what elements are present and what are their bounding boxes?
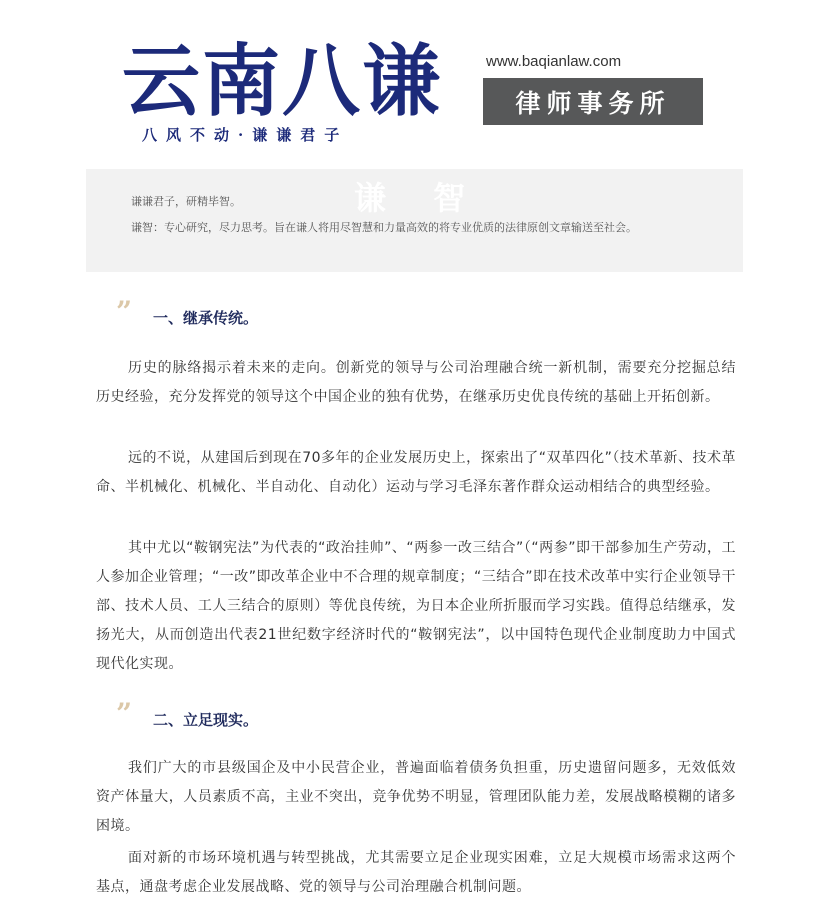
paragraph: 我们广大的市县级国企及中小民营企业，普遍面临着债务负担重，历史遗留问题多，无效低效资产体量大，人员素质不高，主业不突出，竞争优势不明显，管理团队能力差，发展战略模糊的诸多困境。	[96, 760, 736, 834]
paragraph: 面对新的市场环境机遇与转型挑战，尤其需要立足企业现实困难，立足大规模市场需求这两个基点，通盘考虑企业发展战略、党的领导与公司治理融合机制问题。	[96, 850, 736, 895]
section-title: 二、立足现实。	[153, 711, 259, 729]
quote-mark-icon: ”	[116, 295, 133, 328]
paragraph: 远的不说，从建国后到现在70多年的企业发展历史上，探索出了“双革四化”（技术革新、技术革命、半机械化、机械化、半自动化、自动化）运动与学习毛泽东著作群众运动相结合的典型经验。	[96, 450, 736, 495]
firm-label: 律师事务所	[515, 88, 671, 118]
firm-label-box	[483, 78, 703, 125]
logo-slogan: 八风不动·谦谦君子	[142, 126, 349, 144]
paragraph: 其中尤以“鞍钢宪法”为代表的“政治挂帅”、“两参一改三结合”（“两参”即干部参加生产劳动，工人参加企业管理；“一改”即改革企业中不合理的规章制度；“三结合”即在技术改革中实行企业领导干部、技术人员、工人三结合的原则）等优良传统，为日本企业所折服而学习实践。值得总结继承，发扬光大，从而创造出代表21世纪数字经济时代的“鞍钢宪法”，以中国特色现代企业制度助力中国式现代化实现。	[96, 540, 737, 672]
logo-title: 云南八谦	[122, 36, 443, 127]
quote-mark-icon: ”	[116, 697, 133, 730]
website-url: www.baqianlaw.com	[486, 53, 622, 70]
intro-watermark: 谦 智	[354, 179, 484, 217]
intro-box	[86, 169, 743, 272]
paragraph: 历史的脉络揭示着未来的走向。创新党的领导与公司治理融合统一新机制，需要充分挖掘总结历史经验，充分发挥党的领导这个中国企业的独有优势，在继承历史优良传统的基础上开拓创新。	[96, 360, 736, 405]
section-title: 一、继承传统。	[153, 309, 259, 327]
intro-line-1: 谦谦君子，研精毕智。	[131, 195, 241, 208]
header	[0, 0, 829, 160]
intro-line-2: 谦智：专心研究，尽力思考。旨在谦人将用尽智慧和力量高效的将专业优质的法律原创文章输送至社会。	[131, 221, 637, 234]
